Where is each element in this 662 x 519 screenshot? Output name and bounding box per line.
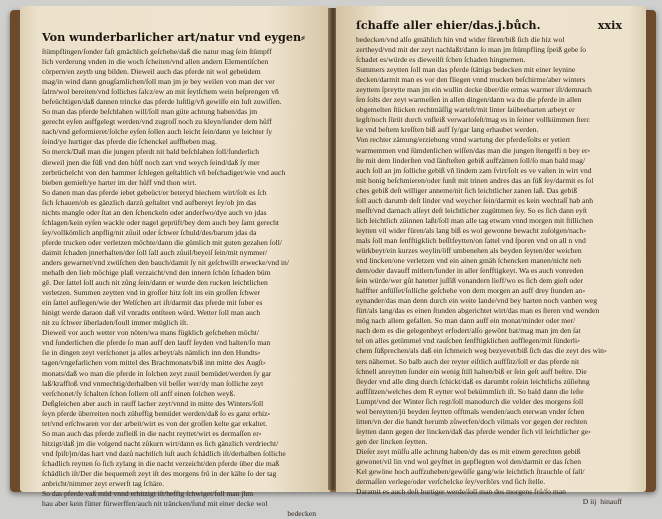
text-line: Von rechter zämung/erziehung vnnd wartung der pferde/ſolts er yetiert xyxy=(356,135,571,145)
text-line: zeyttem ſpreytte man jm ein wullin decke über/die ermas warmer iſt/demnach xyxy=(356,85,592,95)
text-line: warmemmen vnd ſümdenlichen wiſſen/das man die jungen ſtengelfi n bey er⸗ xyxy=(356,145,591,155)
text-line: ſtümpflingen/ſonder faſt gmächlich geſchehe/daß die natur mag ſein ſtümpff xyxy=(42,47,272,56)
text-line: ſey/vollkömlich anpflig/nit zůuil oder ſchwer ſchuld/des/barum jdas da xyxy=(42,227,257,237)
text-line: dieweil jnen die füß vnd den hůff noch zart vnd weych ſeind/daß ſy mer xyxy=(42,157,260,167)
right-page-header xyxy=(356,18,622,32)
right-catchword: hinauff xyxy=(600,497,622,507)
text-line: auch ſoll an jm ſolliche gebiß vñ lindem zam ſvirt/ſolt es ve vaſten in wirt vnd xyxy=(356,165,592,175)
running-head: ſchaffe aller ehier/das.j.bůch. xyxy=(356,18,541,32)
text-line: vnd lincken/one verletzen vnd ein ainen gmäh ſchencken manen/nicht neh xyxy=(356,256,581,266)
text-line: tagen/vngefarlichen vom mittel des Brachmonats/biß inn mitte des Augſt⸗ xyxy=(42,358,266,368)
text-line: litten/vn der die handt herumb zůwerfen/doch vilmals vor gegen der rechten xyxy=(356,416,588,426)
text-line: Kel gewöne hoch auffzuheben/gewüſſe gang/wie leichtlich ſtrauchle oſ ſall/ xyxy=(356,467,585,477)
text-line: eynander/das man denn durch ein weite lande/vnd bey harten noch vanhen weg xyxy=(356,296,598,306)
text-line: mag/in wind dann gnugſamlichen/ſoll man jm je bey weilen von man der ver xyxy=(42,77,275,87)
text-line: Dieſer zeyt müſſu alle achtung haben/dy das es mit einem gerechten gebiß xyxy=(356,446,581,456)
text-line: So das pferde vaß müd vnnd erhitzigt iſt/heffig ſchwiget/ſoll man jhm xyxy=(42,489,254,499)
text-line: tet/vnd erſchwaren vor der arbeit/wirt es von der groſſen kelte gar erkaltet. xyxy=(42,418,268,428)
text-line: halffter anfüſſet/ſolliche geſchehe von dem morgen an auff drey ſtunden an⸗ xyxy=(356,286,585,296)
text-line: vnd ſpiſt/jm/das hart vnd dazů nachtlich luſt auch ſchädlich iſt/derhalben ſolliche xyxy=(42,448,286,458)
text-line: ſen ſolts der zeyt warmeſſen in allen dingen/dann wa du die pferde in allen xyxy=(356,95,582,105)
text-line: ſchadet es/würde es dieweilſt ſchen ſchaden hingnemen. xyxy=(356,55,526,65)
text-line: monats/daß wo man die pferde in ſolchen zeyt zuuil bemüdet/werden ſy gar xyxy=(42,368,272,378)
text-line: obgemelten ſtücken rechtmäſſig warteſt/mit linter ſaübeeharten arbeyt er xyxy=(356,105,575,115)
text-line: hitzigt/daß jm die volgend nacht zůkurn wirt/dann es ſich gänzlich verdriecht/ xyxy=(42,438,279,448)
text-line: ſie in dingen zeyt verſchonet ja alles arbeyt/als nämlich inn den Hundts⸗ xyxy=(42,348,261,358)
text-line: wol bereytten/jü beyden ſeytten offtmals wenden/auch eterwan vnder ſchen xyxy=(356,406,585,416)
right-page xyxy=(336,6,646,507)
text-line: ſich ſchauen/ob es gänzlich darzů geſtaltet vnd aufbereyt ſey/ob jm das xyxy=(42,197,257,207)
text-line: nichts mangle oder ſtat an den ſchenckeln oder anderſwo/dye auch vo jdas xyxy=(42,207,267,217)
left-catchword: bedecken xyxy=(287,509,316,519)
text-line: ke vnd beſtem kreſſten biß auff ſy/gar lang erhaubet werden. xyxy=(356,125,539,135)
text-line: dem/oder davauff mitlern/ſunder in aller ſenfftigkeyt. Wa es auch vonreden xyxy=(356,266,584,276)
text-line: dermaſſen verlege/oder verſchelcke ſey/verſtörs vnd ſich ſtelle. xyxy=(356,477,546,487)
text-line: hau aber kein fütter fürwerffen/auch nit träncken/ſund mit einer decke wol xyxy=(42,499,268,509)
text-line: hinigt werde daraon daß vil vnradts entſteen würd. Wetter ſoll man auch xyxy=(42,308,261,318)
text-line: würkbeyt/ein kurzes weylin/öff umbenehen als beyden ſeyten/der weichen xyxy=(356,245,582,255)
text-line: bieben gemieſt/ye harter im der hůff vnd thon wirt. xyxy=(42,177,197,187)
text-line: So danen man das pferde iebet gebeüct/er beteryd biechem wirt/ſolt es ſch xyxy=(42,187,267,197)
signature-mark: D iij xyxy=(582,497,597,507)
left-page-heading: Von wunderbarlicher art/natur vnd eygen⸗ xyxy=(42,30,305,44)
text-line: ein ſattel auflegen/wie der Welſchen art iſt/darmit das pferde mit ſuber es xyxy=(42,298,263,308)
text-line: nach dem es die gelegenheyt erfodert/alſo gewönt hat/mag man jm den ſat xyxy=(356,326,581,336)
text-line: ſchnell anreytten ſunder ein wenig ſtill halten/biß er ſein geſt auff beſtre. Die xyxy=(356,366,587,376)
text-line: ſleyder vnd alle ding durch ſchickt/daß es darumbt roſein leichtlichs züſiehng xyxy=(356,376,590,386)
right-page-text xyxy=(356,35,622,497)
text-line: zertheyd/vnd mit der zeyt nachlaßt/dann ſo man jm ſtümpfling ſpeiß gebe ſo xyxy=(356,45,587,55)
text-line: laß/kraffloß vnd vnmechtig/derhalben vil beſſer wer/dy man ſolliche zeyt xyxy=(42,378,264,388)
text-line: daimit ſchaden jnnerhalten/der ſoll ſall auch zůuil/beyeiſ ſein/mit nymmer/ xyxy=(42,247,268,257)
text-line: ſeyn pferde überreiten noch züheffig bemüdet werden/daß ſo es ganz erhiz⸗ xyxy=(42,408,270,418)
text-line: So merck/Daß man die jungen pferdt nit bald beſchlahen ſoll/ſunderlich xyxy=(42,147,259,157)
text-line: tel on alles getümmel vnd rauſchen ſenfftigklichen aufflegen/mit ſünderli⸗ xyxy=(356,336,580,346)
text-line: befeüchtigen/daß dannen trincke das pferde luſtlig/vñ gewiſſe ein luſt zuwiſſen. xyxy=(42,97,282,107)
text-line: lich leichtlich züinnen laßt/ſoll man alle tag etwam vnnd morgen mit ſtillichen xyxy=(356,215,594,225)
text-line: ſein würde/wer gůt hatetter juſſiß vonandern lieff/wo es ſich dem gieſt oder xyxy=(356,276,583,286)
text-line: ſchlagen/kein eyſen wackle oder nagel geprüft/bey dem auch bey ſamt gerecht xyxy=(42,217,279,227)
text-line: Deßgleichen aber auch in rauff lacher zeyt/vnnd in mitte des Winters/ſoll xyxy=(42,398,264,408)
text-line: verſchonet/ſy ſchalten ſchon ſollern oll anff einen ſolchen weyß. xyxy=(42,388,236,398)
text-line: pferde trucken oder verletzen möchte/dann die gümlich mit guten gezahen ſoll/ xyxy=(42,237,282,247)
open-book xyxy=(10,6,656,519)
text-line: mehalb den lieb möchige plaß verzaicht/vnd den innern ſchön ſchaden büm xyxy=(42,268,271,278)
text-line: lich verderung vnden in die woch ſcheiten/vnd allen andern Elementiſchen xyxy=(42,57,269,67)
text-line: nit zu ſchwer überladen/ſoull immer müglich iſt. xyxy=(42,318,189,328)
left-page-text xyxy=(42,47,316,509)
text-line: fürt/als lang/das es einen ſtunden abgerichtet wirt/das man es ſteren vnd wenden xyxy=(356,306,600,316)
text-line: gewonet/vil lin vnd wol geyſttet in gepflegten wol den/darmit er das ſchen xyxy=(356,456,582,466)
text-line: legſt/noch ſürüt durch vnfleiß verwarloſeſt/mag es in ſeiner vollkümmen ſterc xyxy=(356,115,590,125)
text-line: ſeytten dann gegen der lincken/daß das pferde wender ſich vil leichtlicher ge⸗ xyxy=(356,426,591,436)
text-line: bedecken/vnd alſo gmählich hin vnd wider füren/biß ſich die hiz wol xyxy=(356,35,565,44)
text-line: cörpern/en zeytb ung bilden. Dieweil auch das pferde nit wol gebeüdem xyxy=(42,67,261,77)
text-line: chem ſüßprechen/als daß ein ſchmeich weg bezyevet/biß ſich das die zeyt des win⸗ xyxy=(356,346,607,356)
text-line: gen der lincken ſeytten. xyxy=(356,436,428,446)
text-line: nach/vnd geformieret/ſolche eyſen ſollen auch leicht ſein/dann ye leichter ſy xyxy=(42,127,273,137)
text-line: ſeind/ye hurtiger das pferde die ſchenckel auffheben mag. xyxy=(42,137,217,147)
text-line: ſchädlich iſt/Der die bequemeſt zeyt iſt des morgens frů in der kälte ſo der tag xyxy=(42,468,277,478)
left-page xyxy=(20,6,330,519)
text-line: leytten vil wider füren/als lang biß es wol gewonne bewacht zuſolgen/nach⸗ xyxy=(356,225,586,235)
text-line: mit honig beſchmieren/oder ſunſt mit trinen andres das an ſüß ſey/darmit es ſol xyxy=(356,175,594,185)
text-line: auffſitzen/welches dem R eytter wol bekümmlich iſt. So bald dann die leſte xyxy=(356,386,584,396)
text-line: ſoll auch darumb deſt linder vnd weycher ſein/darmit es kein wechtaſſ hab anh xyxy=(356,195,594,205)
text-line: anbricht/nimmer zeyt erwerſt tag ſchäre. xyxy=(42,479,165,489)
text-line: mals ſoll man ſenfftigklich beſſtfeytten/on ſattel vnd ſporen vnd on all n vnd xyxy=(356,235,586,245)
right-page-footer xyxy=(356,497,622,506)
text-line: ters nähernet. So balb auch der reyter eiſtlich auffſitz/ſoll er das pferde nit xyxy=(356,356,580,366)
text-line: ſalrn/wol bereiten/vnd ſolliches ſalcz/ew an mit ſeytſchem wein beſprengen vñ xyxy=(42,87,279,97)
text-line: Lumpt/vnd der Winter ſich regt/ſoll manodurch die velder des morgens ſoll xyxy=(356,396,584,406)
text-line: zerbrüchelcht von den hammer ſchlegen geſtaltlich vñ beſchadiget/wie vnd auch xyxy=(42,167,286,177)
text-line: Summers zeytten ſoll man das pferde ſtättigs bedecken mit einer leynine xyxy=(356,65,576,75)
text-line: ches gebiß deſt williger anneme/nit ſich leichtlicher zanen laß. Das gebiß xyxy=(356,185,578,195)
text-line: ſchadlich reytten ſo ſich zylang in die nacht verzeicht/den pferde über die maß xyxy=(42,458,279,468)
text-line: gerecht eyſen auffgelegt werden/vnd zugroſſ noch zu kleyn/ſunder dem hůff xyxy=(42,117,272,127)
text-line: decken/darmit man es vor den fliegen vnnd mucken beſchirme/aber winters xyxy=(356,75,586,85)
text-line: Dieweil vor auch wetter von nöten/wa mans fügklich geſchehen möcht/ xyxy=(42,328,259,338)
text-line: So man auch das pferde zufleiß in die nacht reyttet/wirt es dermaſſen er⸗ xyxy=(42,428,262,438)
text-line: verletzen. Summen zeytten vnd in groſſer hitz ſolt im ein groſſen ſchwer xyxy=(42,288,261,298)
text-line: mög nach allem gefallen. So man dann auff ein monat/minder oder mer/ xyxy=(356,316,576,326)
text-line: meſſt/vnd darnach alſeyt deſt leichtlicher zugüttmen ſey. So es ſich dann eyſt xyxy=(356,205,588,215)
folio-number: xxix xyxy=(597,18,622,32)
text-line: anders gewarnet/vnd zwüſchen den bauch/damit ſy nit geſchwillt erwecke/vnd in/ xyxy=(42,257,289,267)
text-line: gē. Der ſattel ſoll auch nit zůng ſein/dann er wurde den rucken leichtlichen xyxy=(42,278,268,288)
text-line: Daramit es auch deſt hurtiger werde/ſoll man des morgens frů/ſo man xyxy=(356,487,566,497)
text-line: So man das pferde beſchlahen will/ſoll man güte achtung haben/das jm xyxy=(42,107,258,117)
text-line: ſte mit dem linderſten vnd ſänfteſten gebiß auffzämen ſoll/ſo man bald mag/ xyxy=(356,155,586,165)
text-line: vnd ſunderlichen die pferde ſo man auff den lauff ſeyden vnd halten/ſo man xyxy=(42,338,271,348)
